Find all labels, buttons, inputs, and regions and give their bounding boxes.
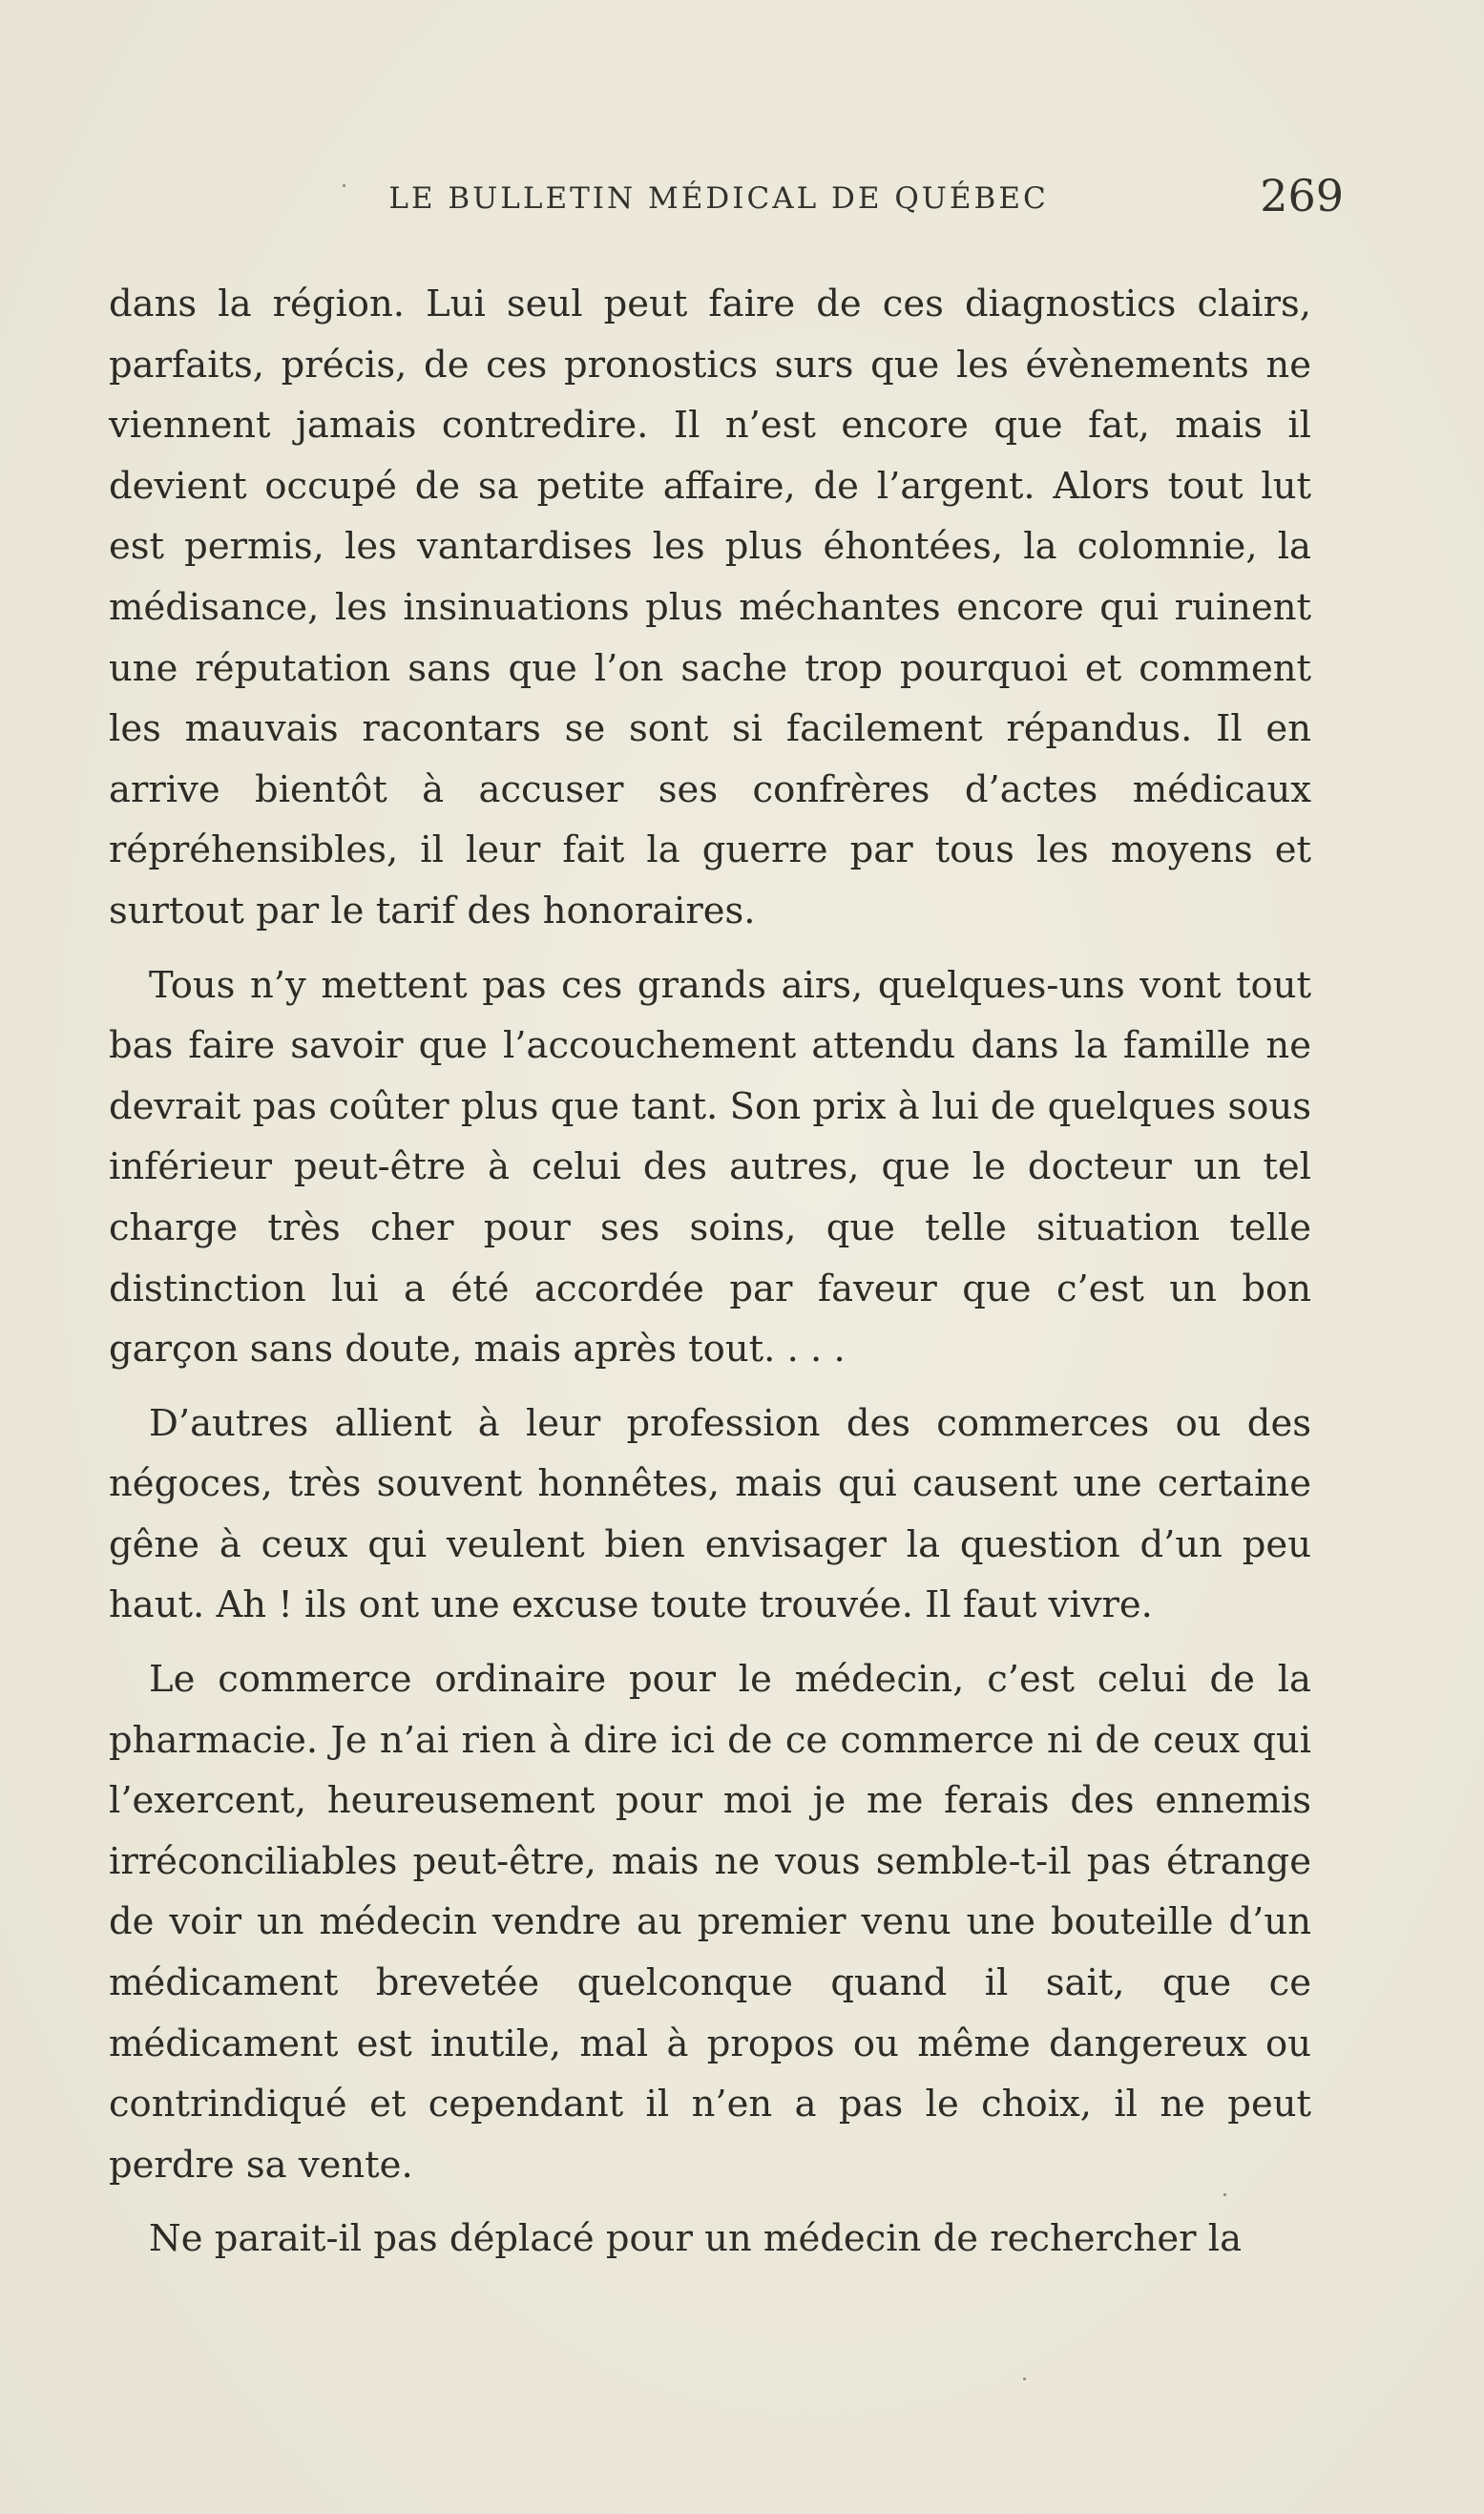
- paragraph-5: Ne parait-il pas déplacé pour un médecin de rechercher la: [149, 2217, 1243, 2261]
- paragraph-2: Tous n’y mettent pas ces grands airs, quelques-uns vont tout bas faire savoir que l’accouchement attendu dans la famille ne devrait pas coûter plus que tant. Son prix à lui de quelques sous inférieur peut-être à celui des autres, que le docteur un tel charge très cher pour ses soins, que telle situation telle distinction lui a été accordée par faveur que c’est un bon garçon sans doute, mais après tout. . . .: [109, 963, 1311, 1372]
- paper-speck: [1223, 2193, 1226, 2196]
- body-text: [109, 274, 1311, 2270]
- paragraph-4: Le commerce ordinaire pour le médecin, c’est celui de la pharmacie. Je n’ai rien à dire ici de ce commerce ni de ceux qui l’exercent, heureusement pour moi je me ferais des ennemis irréconciliables peut-être, mais ne vous semble-t-il pas étrange de voir un médecin vendre au premier venu une bouteille d’un médicament brevetée quelconque quand il sait, que ce médicament est inutile, mal à propos ou même dangereux ou contrindiqué et cependant il n’en a pas le choix, il ne peut perdre sa vente.: [109, 1658, 1311, 2187]
- paragraph-3: D’autres allient à leur profession des commerces ou des négoces, très souvent honnêtes, mais qui causent une certaine gêne à ceux qui veulent bien envisager la question d’un peu haut. Ah ! ils ont une excuse toute trouvée. Il faut vivre.: [109, 1401, 1311, 1627]
- paragraph-1: dans la région. Lui seul peut faire de ces diagnostics clairs, parfaits, précis, de ces pronostics surs que les évènements ne viennent jamais contredire. Il n’est encore que fat, mais il devient occupé de sa petite affaire, de l’argent. Alors tout lut est permis, les vantardises les plus éhontées, la colomnie, la médisance, les insinuations plus méchantes encore qui ruinent une réputation sans que l’on sache trop pourquoi et comment les mauvais racontars se sont si facilement répandus. Il en arrive bientôt à accuser ses confrères d’actes médicaux répréhensibles, il leur fait la guerre par tous les moyens et surtout par le tarif des honoraires.: [109, 283, 1311, 932]
- paper-speck: [1023, 2378, 1026, 2380]
- running-title: LE BULLETIN MÉDICAL DE QUÉBEC: [388, 181, 1049, 216]
- paper-speck: [343, 184, 345, 187]
- page-number: 269: [1260, 170, 1344, 221]
- running-head: [103, 170, 1344, 227]
